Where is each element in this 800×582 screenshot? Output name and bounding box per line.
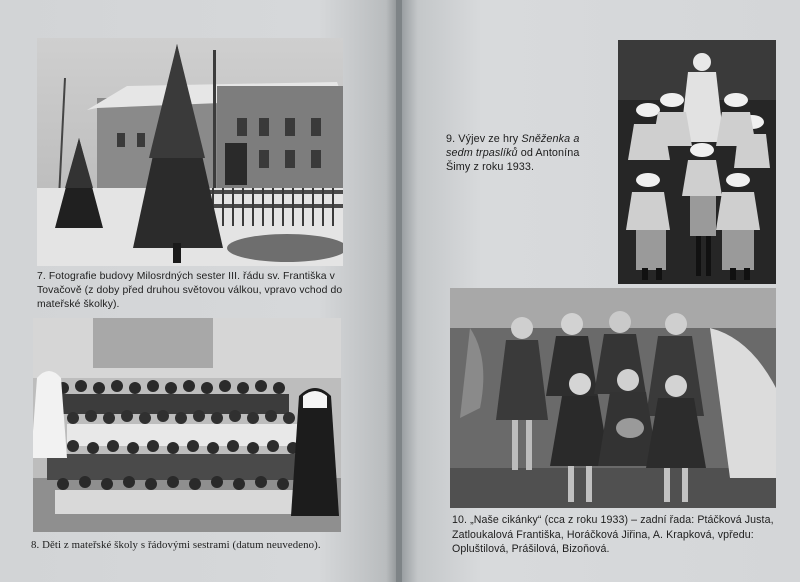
caption-9-prefix: 9. Výjev ze hry [446,133,522,145]
photo-snow-white-play [618,40,776,284]
group-of-children-with-nuns-photo [33,318,341,532]
photo-building-winter [37,38,343,266]
building-with-christmas-tree-photo [37,38,343,266]
photo-gypsy-girls [450,288,776,508]
caption-photo-8: 8. Děti z mateřské školy s řádovými sestrami (datum neuvedeno). [31,539,321,551]
gypsy-costume-girls-photo [450,288,776,508]
caption-9-suffix: od Antonína Šimy z roku 1933. [446,147,580,173]
caption-photo-10: 10. „Naše cikánky“ (cca z roku 1933) – zadní řada: Ptáčková Justa, Zatloukalová Františka, Horáčková Jiřina, A. Krapková, vpředu: Opluštilová, Prášilová, Bizoňová. [452,514,774,555]
caption-9-play-title: Sněženka a sedm trpaslíků [446,133,580,159]
caption-photo-7: 7. Fotografie budovy Milosrdných sester III. řádu sv. Františka v Tovačově (z doby před druhou světovou válkou, vpravo vchod do mateřské školky). [37,271,343,310]
snow-white-play-children-photo [618,40,776,284]
caption-photo-9 [446,132,596,174]
photo-children-group [33,318,341,532]
